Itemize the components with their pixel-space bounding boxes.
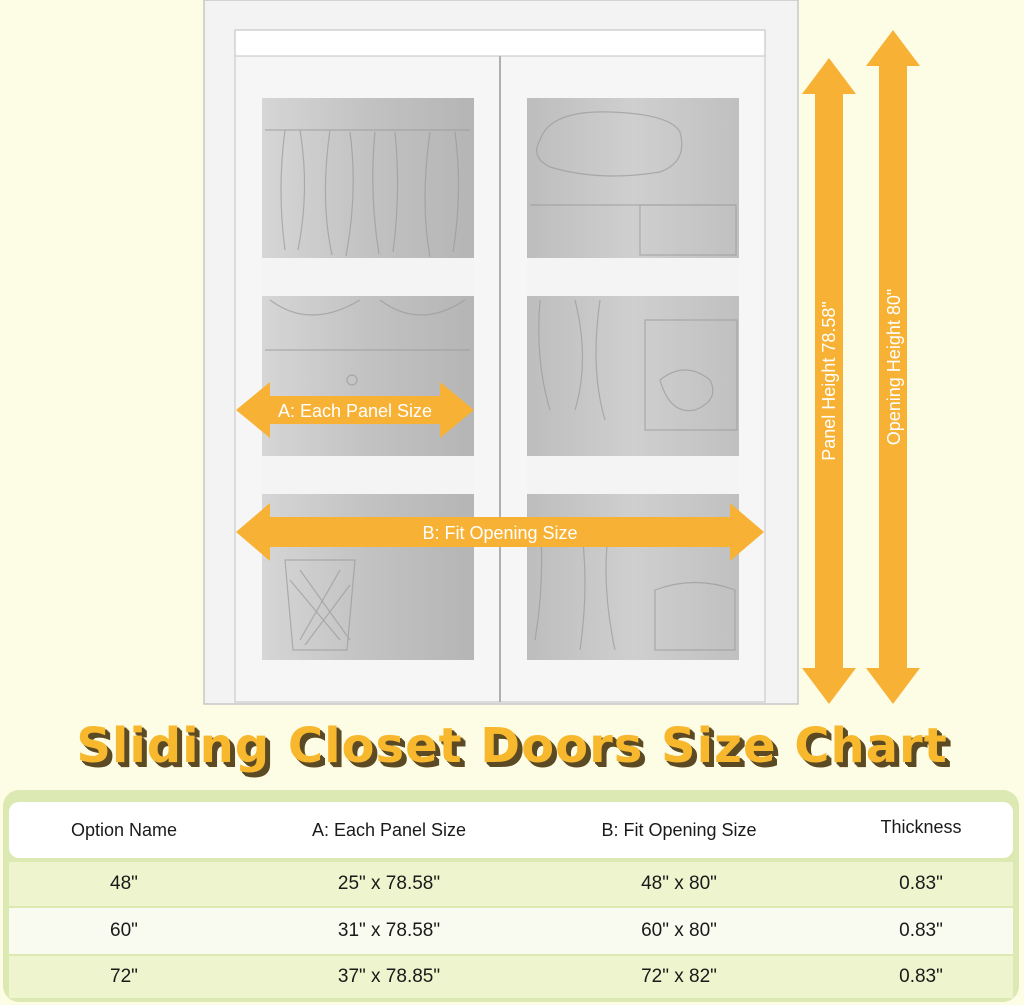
- cell-option: 60": [110, 920, 138, 941]
- cell-opening-size: 60" x 80": [641, 920, 717, 941]
- cell-thickness: 0.83": [899, 873, 943, 894]
- header-thickness: Thickness: [880, 816, 962, 837]
- cell-thickness: 0.83": [899, 920, 943, 941]
- panel-height-label: Panel Height 78.58": [819, 301, 839, 461]
- table-row: [9, 908, 1013, 954]
- table-row: [9, 956, 1013, 998]
- panel-height-arrow: [802, 58, 856, 704]
- table-header-row: [9, 802, 1013, 858]
- header-opening-size: B: Fit Opening Size: [601, 819, 757, 840]
- header-panel-size: A: Each Panel Size: [311, 819, 467, 840]
- page-title: Sliding Closet Doors Size Chart: [76, 718, 948, 774]
- cell-panel-size: 31" x 78.58": [337, 920, 441, 941]
- opening-height-label: Opening Height 80": [884, 288, 904, 446]
- opening-height-arrow: [866, 30, 920, 704]
- cell-opening-size: 48" x 80": [641, 873, 717, 894]
- cell-thickness: 0.83": [899, 966, 943, 987]
- right-door-panel: [527, 98, 739, 660]
- left-door-panel: [262, 98, 474, 660]
- cell-panel-size: 37" x 78.85": [337, 966, 441, 987]
- cell-option: 48": [110, 873, 138, 894]
- cell-opening-size: 72" x 82": [641, 966, 717, 987]
- panel-width-label: A: Each Panel Size: [277, 401, 433, 421]
- header-option-name: Option Name: [70, 819, 178, 840]
- opening-width-label: B: Fit Opening Size: [422, 523, 578, 543]
- cell-option: 72": [110, 966, 138, 987]
- size-chart-table: [3, 790, 1019, 1002]
- table-row: [9, 862, 1013, 906]
- cell-panel-size: 25" x 78.58": [337, 873, 441, 894]
